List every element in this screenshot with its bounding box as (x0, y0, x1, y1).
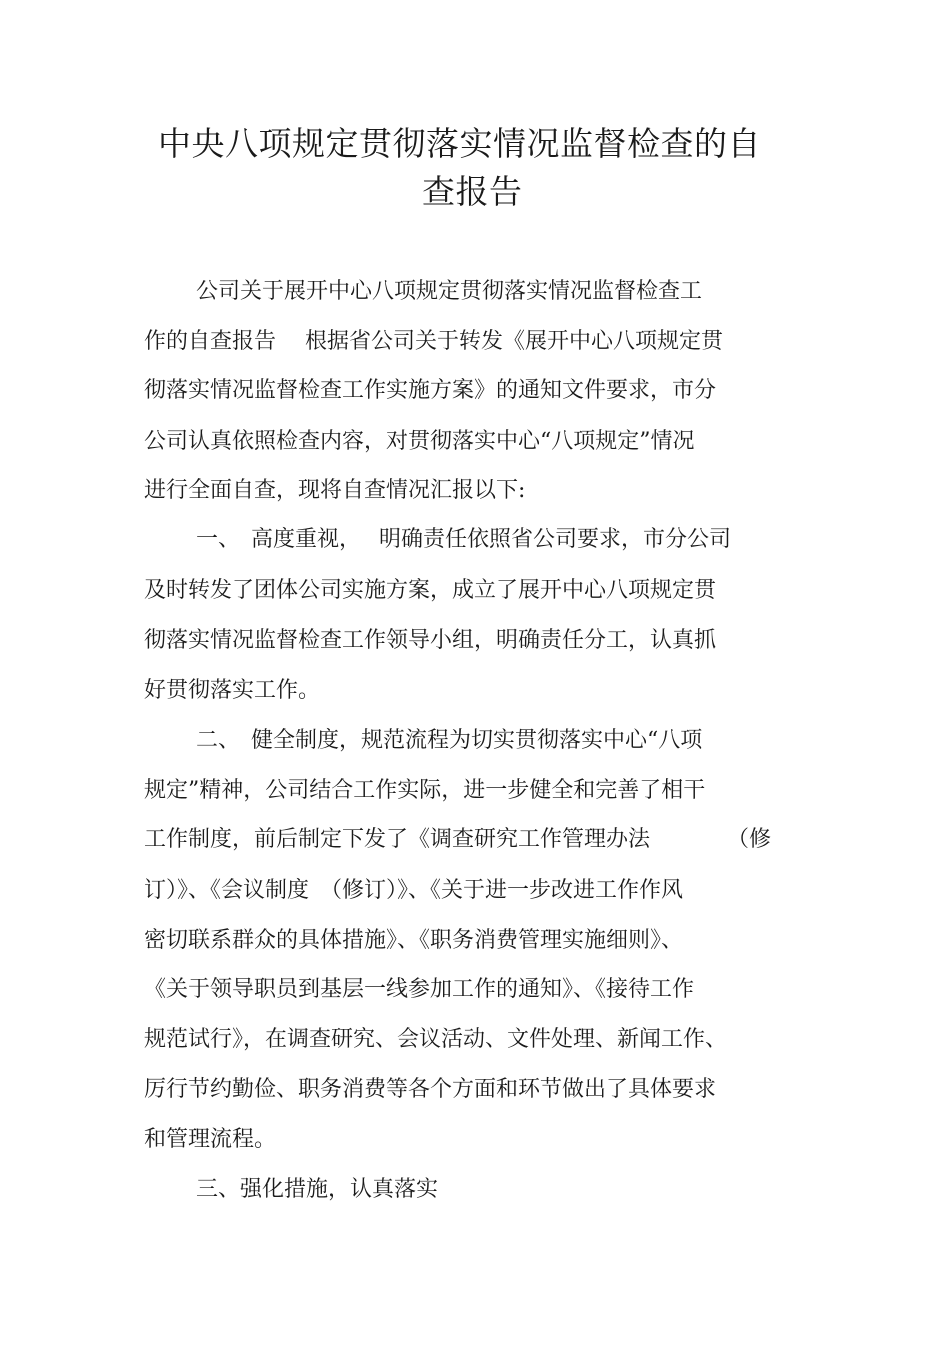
body-line: 作的自查报告 根据省公司关于转发《展开中心八项规定贯 (144, 329, 723, 354)
body-line: 和管理流程。 (144, 1127, 277, 1152)
body-line: 彻落实情况监督检查工作实施方案》的通知文件要求，市分 (144, 378, 717, 403)
body-line: 厉行节约勤俭、职务消费等各个方面和环节做出了具体要求 (144, 1077, 717, 1102)
body-line: 三、强化措施，认真落实 (196, 1177, 439, 1202)
body-line: 公司认真依照检查内容，对贯彻落实中心“八项规定”情况 (144, 429, 695, 454)
body-line: 订）》、《会议制度 （修订）》、《关于进一步改进工作作风 (144, 878, 684, 903)
body-line: 《关于领导职员到基层一线参加工作的通知》、《接待工作 (144, 977, 695, 1002)
body-line: 规范试行》，在调查研究、会议活动、文件处理、新闻工作、 (144, 1027, 728, 1052)
body-line: 进行全面自查，现将自查情况汇报以下: (144, 478, 526, 503)
body-line: 彻落实情况监督检查工作领导小组，明确责任分工，认真抓 (144, 628, 717, 653)
document-title-line-1: 中央八项规定贯彻落实情况监督检查的自 (158, 124, 761, 163)
body-line: 好贯彻落实工作。 (144, 678, 321, 703)
body-line: 一、 高度重视， 明确责任依照省公司要求，市分公司 (196, 527, 731, 552)
body-line: 密切联系群众的具体措施》、《职务消费管理实施细则》、 (144, 928, 684, 953)
body-line: 二、 健全制度，规范流程为切实贯彻落实中心“八项 (196, 728, 703, 753)
body-line: 公司关于展开中心八项规定贯彻落实情况监督检查工 (196, 279, 703, 304)
body-line: 规定”精神，公司结合工作实际，进一步健全和完善了相干 (144, 778, 706, 803)
body-line: 工作制度，前后制定下发了《调查研究工作管理办法 （修 (144, 827, 772, 852)
document-title-line-2: 查报告 (422, 172, 523, 211)
body-line: 及时转发了团体公司实施方案，成立了展开中心八项规定贯 (144, 578, 717, 603)
